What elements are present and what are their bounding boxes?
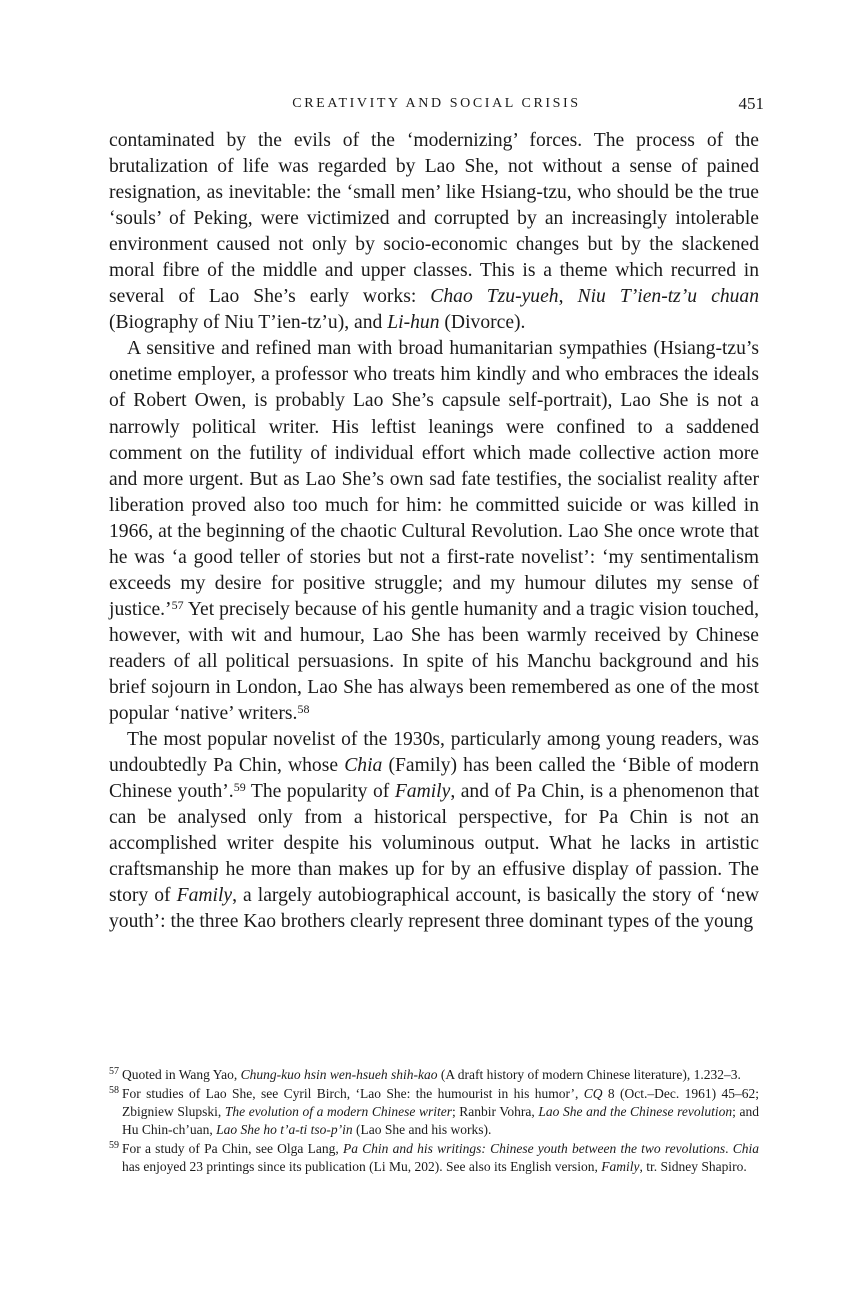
text-run: (Biography of Niu T’ien-tz’u), and xyxy=(109,312,388,334)
cited-title: The evolution of a modern Chinese writer xyxy=(224,1104,452,1120)
book-title: Chia xyxy=(344,755,383,777)
page-number: 451 xyxy=(738,94,764,113)
book-title: Chao Tzu-yueh xyxy=(430,286,559,308)
book-title: Li-hun xyxy=(387,312,440,334)
footnote-57 xyxy=(109,1066,759,1084)
running-head: CREATIVITY AND SOCIAL CRISIS xyxy=(292,96,581,111)
text-run: ; and Hu Chin-ch’uan, xyxy=(122,1104,759,1138)
paragraph-2 xyxy=(109,336,759,727)
footnote-mark: 57 xyxy=(109,1066,119,1077)
footnote-ref: 59 xyxy=(233,780,246,795)
footnotes xyxy=(109,1066,759,1178)
cited-title: Chia xyxy=(732,1141,760,1157)
text-run: A sensitive and refined man with broad humanitarian sympathies (Hsiang-tzu’s onetime employer, a professor who treats him kindly and who embraces the ideals of Robert Owen, is probably Lao She’s capsule self-portrait), Lao She is not a narrowly political writer. His leftist leanings were confined to a saddened comment on the futility of individual effort which made collective action more and more urgent. But as Lao She’s own sad fate testifies, the socialist reality after liberation proved also too much for him: he committed suicide or was killed in 1966, at the beginning of the chaotic Cultural Revolution. Lao She once wrote that he was ‘a good teller of stories but not a first-rate novelist’: ‘my sentimentalism exceeds my desire for positive struggle; and my humour dilutes my sense of justice.’ xyxy=(109,338,759,620)
text-run: , a largely autobiographical account, is basically the story of ‘new youth’: the three Kao brothers clearly represent three dominant types of the young xyxy=(109,885,760,933)
footnote-ref: 57 xyxy=(171,597,184,612)
paragraph-1 xyxy=(109,128,759,336)
text-run: For studies of Lao She, see Cyril Birch, ‘Lao She: the humourist in his humor’, xyxy=(122,1086,584,1102)
text-run: The popularity of xyxy=(245,781,395,803)
text-run: (Divorce). xyxy=(439,312,526,334)
book-title: Family xyxy=(176,885,233,907)
page-header xyxy=(109,94,764,116)
text-run: has enjoyed 23 printings since its publication (Li Mu, 202). See also its English version, xyxy=(122,1159,602,1175)
book-title: Family xyxy=(394,781,451,803)
text-run: , and of Pa Chin, is a phenomenon that can be analysed only from a historical perspective, for Pa Chin is not an accomplished writer despite his voluminous output. What he lacks in artistic craftsmanship he more than makes up for by an effusive display of passion. The story of xyxy=(109,781,760,907)
text-run: 8 (Oct.–Dec. 1961) 45–62; Zbigniew Slupski, xyxy=(122,1086,759,1120)
cited-title: Chung-kuo hsin wen-hsueh shih-kao xyxy=(240,1067,438,1082)
cited-title: Family xyxy=(601,1159,640,1175)
cited-title: Pa Chin and his writings: Chinese youth between the two revolutions xyxy=(342,1141,726,1157)
text-run: (A draft history of modern Chinese literature), 1.232–3. xyxy=(437,1067,741,1082)
text-run: ; Ranbir Vohra, xyxy=(451,1104,539,1120)
text-run: , tr. Sidney Shapiro. xyxy=(639,1159,747,1175)
text-run: The most popular novelist of the 1930s, particularly among young readers, was undoubtedly Pa Chin, whose xyxy=(109,729,759,777)
text-run: , xyxy=(558,286,578,308)
footnote-58 xyxy=(109,1085,759,1139)
paragraph-3 xyxy=(109,727,759,935)
cited-title: Lao She and the Chinese revolution xyxy=(538,1104,733,1120)
text-run: Yet precisely because of his gentle humanity and a tragic vision touched, however, with wit and humour, Lao She has been warmly received by Chinese readers of all political persuasions. In spite of his Manchu background and his brief sojourn in London, Lao She has always been remembered as one of the most popular ‘native’ writers. xyxy=(109,598,759,725)
text-run: Quoted in Wang Yao, xyxy=(122,1067,241,1082)
text-run: contaminated by the evils of the ‘modernizing’ forces. The process of the brutalization of life was regarded by Lao She, not without a sense of pained resignation, as inevitable: the ‘small men’ like Hsiang-tzu, who should be the true ‘souls’ of Peking, were victimized and corrupted by an increasingly intolerable environment caused not only by socio-economic changes but by the slackened moral fibre of the middle and upper classes. This is a theme which recurred in several of Lao She’s early works: xyxy=(109,130,759,308)
text-run: For a study of Pa Chin, see Olga Lang, xyxy=(122,1141,343,1157)
cited-title: Lao She ho t’a-ti tso-p’in xyxy=(216,1122,353,1138)
footnote-mark: 58 xyxy=(109,1085,119,1097)
cited-title: CQ xyxy=(583,1086,603,1102)
book-title: Niu T’ien-tz’u chuan xyxy=(577,286,760,308)
text-run: (Family) has been called the ‘Bible of modern Chinese youth’. xyxy=(109,755,759,803)
main-text xyxy=(109,128,759,935)
text-run: (Lao She and his works). xyxy=(352,1122,492,1138)
footnote-mark: 59 xyxy=(109,1140,119,1152)
footnote-ref: 58 xyxy=(297,702,310,717)
text-run: . xyxy=(725,1141,733,1157)
footnote-59 xyxy=(109,1140,759,1176)
